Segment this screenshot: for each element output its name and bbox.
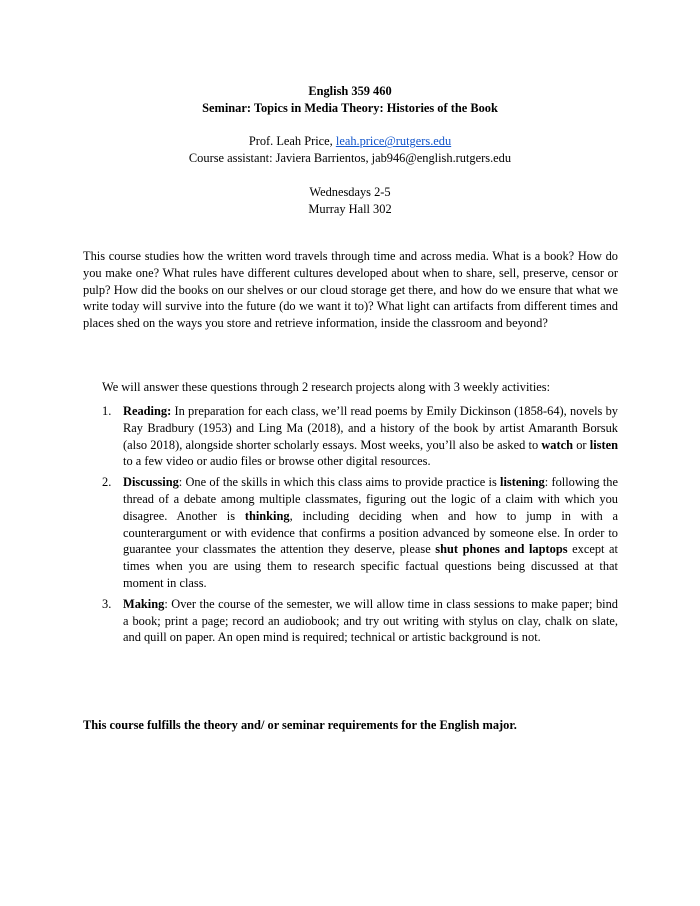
- professor-email-link[interactable]: leah.price@rutgers.edu: [335, 134, 452, 149]
- item-text: to a few video or audio files or browse other digital resources.: [123, 454, 431, 469]
- course-title: Seminar: Topics in Media Theory: Histories of the Book: [202, 100, 498, 115]
- professor-line: [0, 133, 700, 150]
- list-item: [102, 474, 618, 592]
- item-text: : One of the skills in which this class aims to provide practice is: [178, 475, 500, 490]
- item-text: or: [573, 437, 590, 452]
- item-emphasis: watch: [541, 437, 574, 452]
- requirements-note: This course fulfills the theory and/ or seminar requirements for the English major.: [83, 718, 517, 732]
- item-text: In preparation for each class, we’ll read poems by Emily Dickinson (1858-64), novels by Ray Bradbury (1953) and Ling Ma (2018), and a history of the book by artist Amaranth Borsuk (also 2018), alongside shorter scholarly essays. Most weeks, you’ll also be asked to: [123, 404, 618, 452]
- list-item-text: [123, 596, 618, 646]
- course-description: This course studies how the written word travels through time and across media. What is a book? How do you make one? What rules have different cultures developed about when to share, sell, preserve, censor or pulp? How did the books on our shelves or our cloud storage get there, and how do we ensure that what we write today will survive into the future (do we want it to)? What light can artifacts from different times and places shed on the ways you store and retrieve information, inside the classroom and beyond?: [83, 249, 618, 331]
- list-item: [102, 596, 618, 646]
- list-number: 1.: [102, 404, 112, 418]
- activities-list: [102, 403, 618, 650]
- activities-lead: We will answer these questions through 2 research projects along with 3 weekly activities:: [102, 380, 551, 394]
- schedule-line: Wednesdays 2-5: [309, 184, 391, 199]
- list-item-text: [123, 474, 618, 592]
- list-number: 2.: [102, 475, 112, 490]
- item-text: except at times when you are using them to research specific factual questions being discussed at that moment in class.: [123, 542, 618, 590]
- item-text: : Over the course of the semester, we will allow time in class sessions to make paper; bind a book; print a page; record an audiobook; and try out writing with stylus on clay, chalk on slate, and quill on paper. An open mind is required; technical or artistic background is not.: [123, 596, 618, 645]
- item-emphasis: listening: [500, 475, 545, 490]
- item-emphasis: thinking: [244, 508, 290, 523]
- item-emphasis: shut phones and laptops: [435, 542, 568, 557]
- item-title: Discussing: [123, 475, 179, 490]
- item-text: , including deciding when and how to jump in with a counterargument or with evidence that confirms a position advanced by someone else. In order to guarantee your classmates the attention they deserve, please: [123, 508, 618, 557]
- item-title: Reading:: [123, 404, 172, 418]
- assistant-line: Course assistant: Javiera Barrientos, jab946@english.rutgers.edu: [188, 151, 512, 166]
- location-line: Murray Hall 302: [308, 201, 392, 216]
- item-text: : following the thread of a debate among multiple classmates, figuring out the logic of a claim with which you disagree. Another is: [123, 475, 618, 523]
- list-number: 3.: [102, 596, 112, 611]
- professor-name: Prof. Leah Price,: [248, 134, 336, 149]
- list-item-text: [123, 403, 618, 470]
- course-number: English 359 460: [308, 84, 392, 98]
- list-item: [102, 403, 618, 470]
- item-emphasis: listen: [589, 437, 618, 452]
- course-header: [0, 83, 700, 217]
- item-title: Making: [123, 596, 165, 611]
